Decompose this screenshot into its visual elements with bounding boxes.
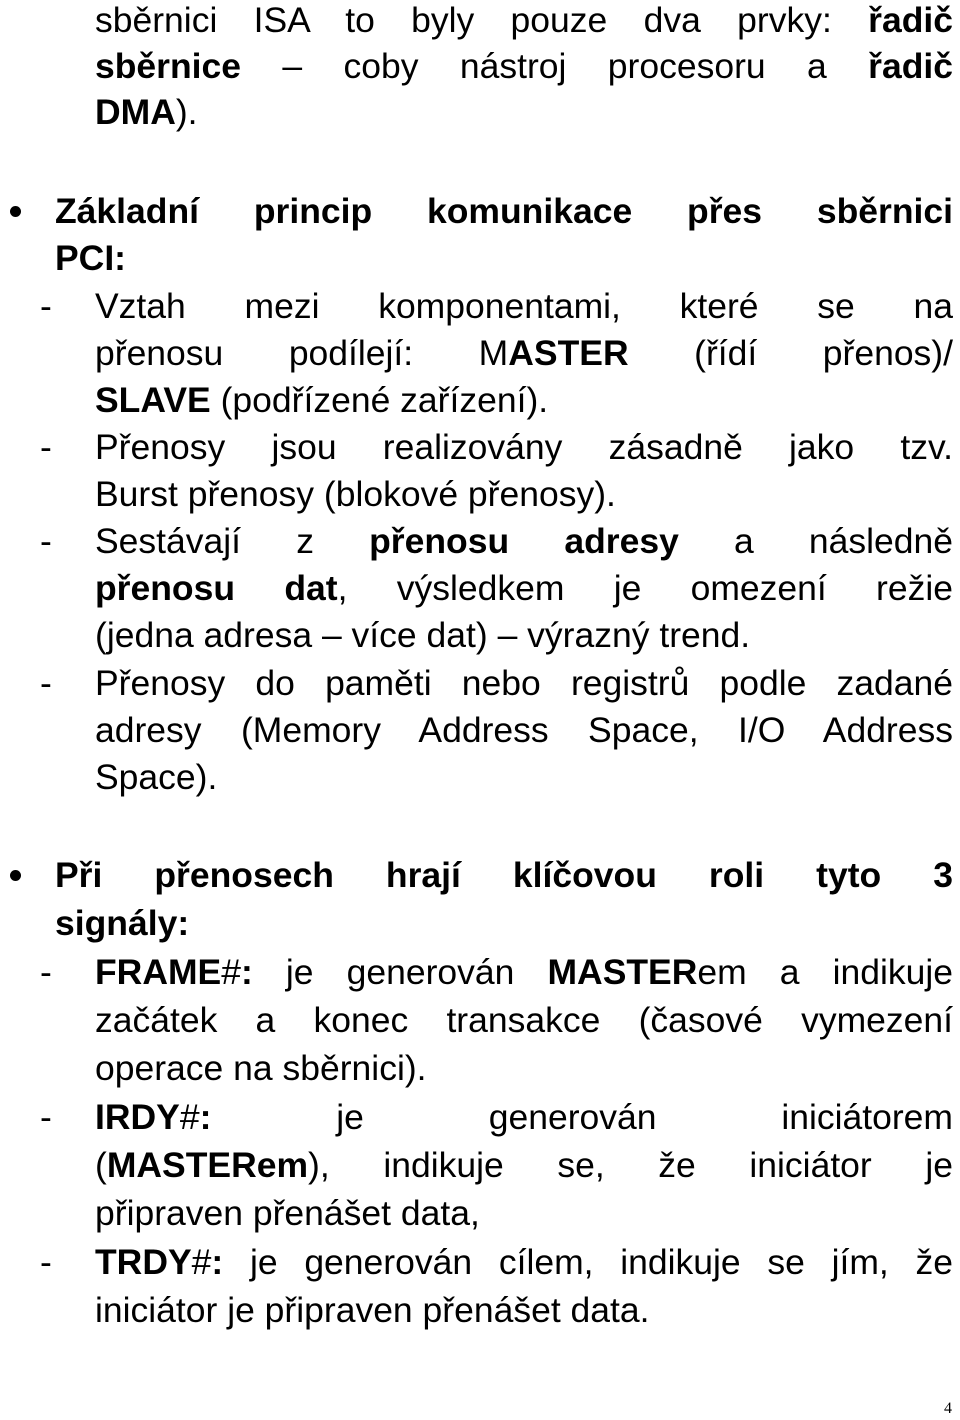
- list-item-text: iniciátor je připraven přenášet data.: [95, 1290, 650, 1330]
- bullet-icon: [10, 206, 21, 217]
- list-item-text: FRAME#: je generován MASTERem a indikuje: [95, 952, 954, 992]
- section-heading: Základní princip komunikace přes sběrnici: [55, 191, 953, 231]
- list-item-text: adresy (Memory Address Space, I/O Address: [95, 710, 953, 750]
- dash-marker: -: [40, 286, 52, 326]
- section-heading: PCI:: [55, 238, 126, 278]
- list-item-text: přenosu dat, výsledkem je omezení režie: [95, 568, 953, 608]
- section-heading: signály:: [55, 903, 190, 943]
- list-item-text: Burst přenosy (blokové přenosy).: [95, 474, 616, 514]
- dash-marker: -: [40, 521, 52, 561]
- list-item-text: Space).: [95, 757, 218, 797]
- text-line: sběrnice – coby nástroj procesoru a řadič: [95, 46, 953, 86]
- dash-marker: -: [40, 427, 52, 467]
- page-number: 4: [944, 1400, 952, 1417]
- text-line: DMA).: [95, 92, 198, 132]
- dash-marker: -: [40, 952, 52, 992]
- list-item-text: IRDY#: je generován iniciátorem: [95, 1097, 953, 1137]
- bullet-icon: [10, 870, 21, 881]
- list-item-text: Přenosy jsou realizovány zásadně jako tzv.: [95, 427, 953, 467]
- list-item-text: (jedna adresa – více dat) – výrazný trend.: [95, 615, 751, 655]
- section-heading: Při přenosech hrají klíčovou roli tyto 3: [55, 855, 953, 895]
- dash-marker: -: [40, 1097, 52, 1137]
- list-item-text: Přenosy do paměti nebo registrů podle zadané: [95, 663, 953, 703]
- list-item-text: (MASTERem), indikuje se, že iniciátor je: [95, 1145, 953, 1185]
- dash-marker: -: [40, 663, 52, 703]
- list-item-text: TRDY#: je generován cílem, indikuje se jím, že: [95, 1242, 953, 1282]
- list-item-text: Vztah mezi komponentami, které se na: [95, 286, 953, 326]
- list-item-text: začátek a konec transakce (časové vymezení: [95, 1000, 953, 1040]
- text-line: sběrnici ISA to byly pouze dva prvky: řadič: [95, 0, 953, 40]
- list-item-text: přenosu podílejí: MASTER (řídí přenos)/: [95, 333, 953, 373]
- list-item-text: SLAVE (podřízené zařízení).: [95, 380, 549, 420]
- dash-marker: -: [40, 1242, 52, 1282]
- list-item-text: Sestávají z přenosu adresy a následně: [95, 521, 953, 561]
- list-item-text: operace na sběrnici).: [95, 1048, 427, 1088]
- list-item-text: připraven přenášet data,: [95, 1193, 480, 1233]
